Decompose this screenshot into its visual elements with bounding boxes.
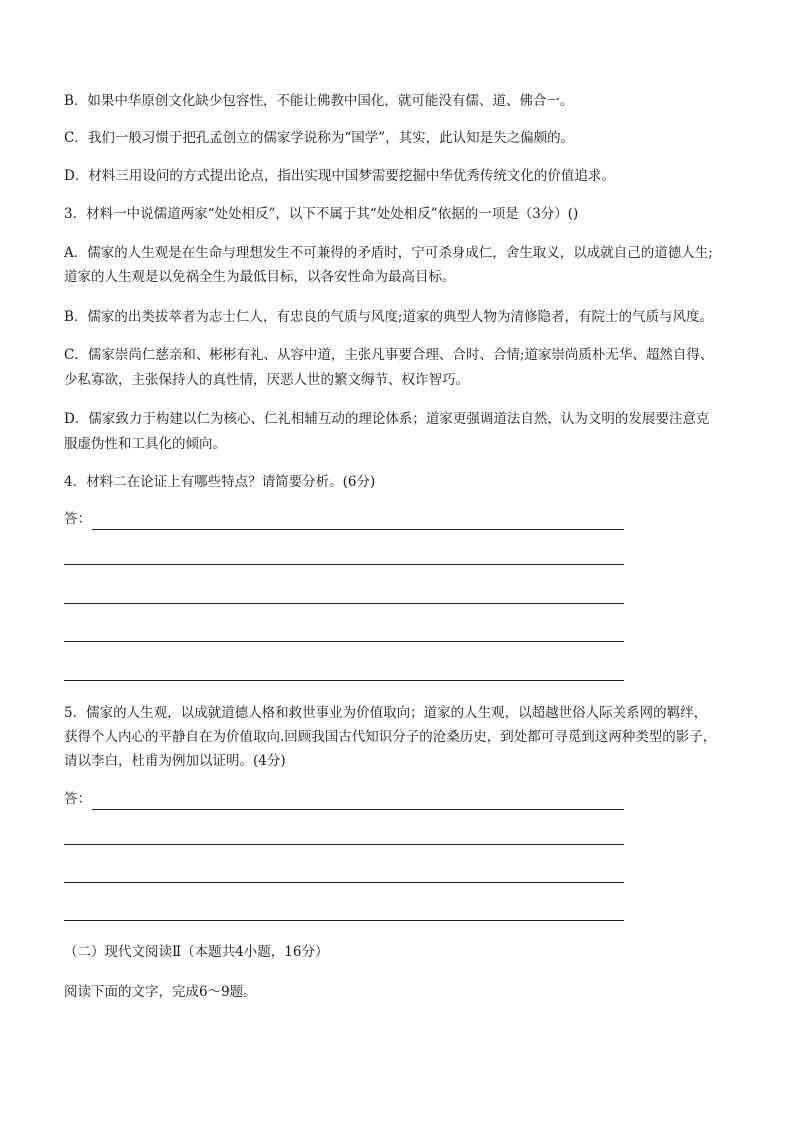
q5-answer-line-3[interactable] [64,882,624,883]
q2-option-c: C．我们一般习惯于把孔孟创立的儒家学说称为“国学”，其实，此认知是失之偏颇的。 [64,130,575,146]
section2-heading: （二）现代文阅读Ⅱ（本题共4小题，16分） [64,944,329,960]
q4-answer-line-2[interactable] [64,564,624,565]
q5-answer-line-2[interactable] [64,844,624,845]
q4-answer-line-4[interactable] [64,641,624,642]
q5-answer-line-4[interactable] [64,920,624,921]
q5-stem-line3: 请以李白，杜甫为例加以证明。(4分) [64,753,286,769]
q2-option-b: B．如果中华原创文化缺少包容性，不能让佛教中国化，就可能没有儒、道、佛合一。 [64,93,574,109]
q5-answer-line-1 [92,809,624,810]
q5-answer-field[interactable] [64,791,624,807]
q4-answer-line-5[interactable] [64,680,624,681]
section2-instruction: 阅读下面的文字，完成6～9题。 [64,984,257,1000]
q3-option-b: B．儒家的出类拔萃者为志士仁人，有忠良的气质与风度;道家的典型人物为清修隐者，有院士的气质与风度。 [64,309,713,325]
q5-stem-line1: 5．儒家的人生观，以成就道德人格和救世事业为价值取向；道家的人生观，以超越世俗人际关系网的羁绊， [64,705,708,721]
q3-option-c-line1: C．儒家崇尚仁慈亲和、彬彬有礼、从容中道，主张凡事要合理、合时、合情;道家崇尚质朴无华、超然自得、 [64,347,714,363]
q4-stem: 4．材料二在论证上有哪些特点？请简要分析。(6分) [64,474,376,490]
q3-option-a-line2: 道家的人生观是以免祸全生为最低目标，以各安性命为最高目标。 [64,269,456,285]
q4-answer-label: 答： [64,511,91,527]
q4-answer-field[interactable] [64,511,624,527]
q5-stem-line2: 获得个人内心的平静自在为价值取向.回顾我国古代知识分子的沧桑历史，到处都可寻觅到这两种类型的影子， [64,729,717,745]
q2-option-d: D．材料三用设问的方式提出论点，指出实现中国梦需要挖掘中华优秀传统文化的价值追求。 [64,168,615,184]
q4-answer-line-1 [92,529,624,530]
q3-option-c-line2: 少私寡欲，主张保持人的真性情，厌恶人世的繁文缛节、权诈智巧。 [64,372,469,388]
q4-answer-line-3[interactable] [64,603,624,604]
q3-stem: 3．材料一中说儒道两家“处处相反”，以下不属于其“处处相反”依据的一项是（3分）() [64,206,579,222]
q3-option-a-line1: A．儒家的人生观是在生命与理想发生不可兼得的矛盾时，宁可杀身成仁，舍生取义，以成就自己的道德人生; [64,245,713,261]
q5-answer-label: 答： [64,791,91,807]
q3-option-d-line2: 服虚伪性和工具化的倾向。 [64,436,226,452]
q3-option-d-line1: D．儒家致力于构建以仁为核心、仁礼相辅互动的理论体系；道家更强调道法自然，认为文明的发展要注意克 [64,411,710,427]
